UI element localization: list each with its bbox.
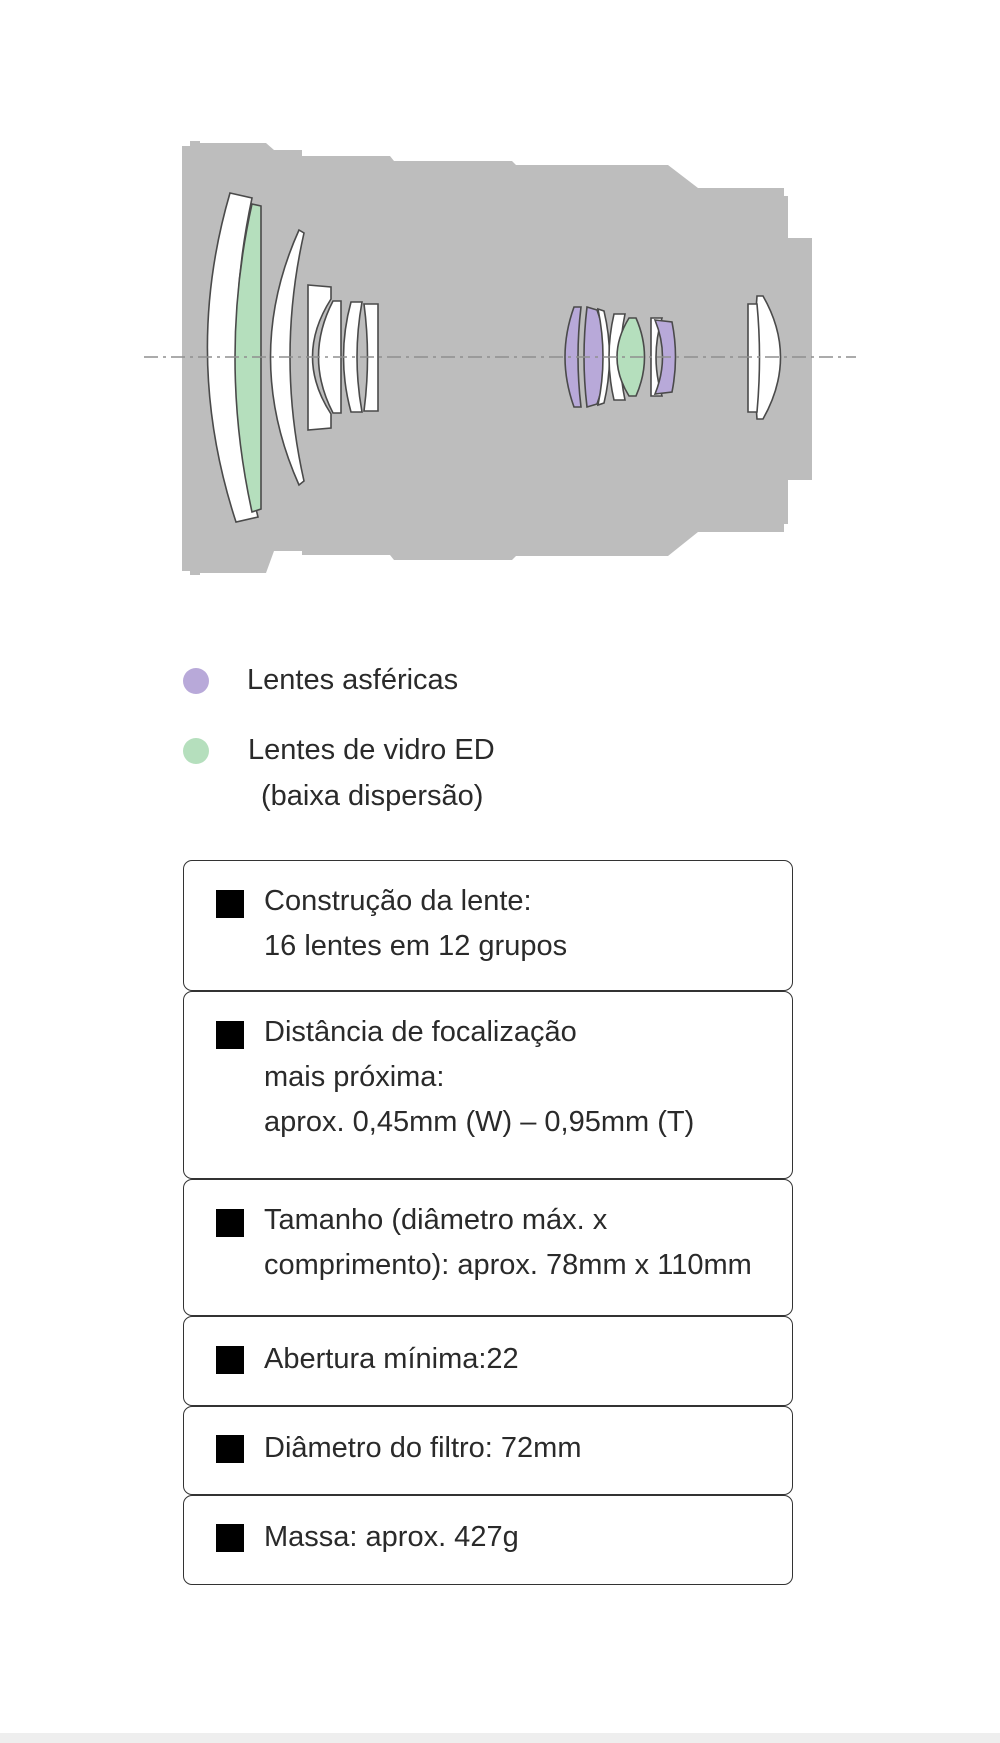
spec-line: Tamanho (diâmetro máx. x [264, 1204, 608, 1236]
square-bullet-icon [216, 1435, 244, 1463]
spec-line: Construção da lente: [264, 885, 532, 917]
spec-text [264, 879, 567, 969]
square-bullet-icon [216, 1021, 244, 1049]
spec-line: aprox. 0,45mm (W) – 0,95mm (T) [264, 1106, 695, 1138]
legend-ed-label-line1: Lentes de vidro ED [248, 734, 495, 766]
legend-aspherical-label: Lentes asféricas [247, 664, 459, 696]
spec-lens-construction [183, 860, 793, 991]
bottom-strip [0, 1733, 1000, 1743]
spec-line: 16 lentes em 12 grupos [264, 930, 568, 962]
square-bullet-icon [216, 1346, 244, 1374]
lens-element-16 [748, 304, 760, 412]
spec-line: Abertura mínima:22 [264, 1343, 519, 1375]
ed-glass-dot-icon [183, 738, 209, 764]
spec-text [264, 1337, 519, 1382]
spec-minimum-aperture [183, 1316, 793, 1406]
spec-line: Distância de focalização [264, 1016, 577, 1048]
spec-line: Diâmetro do filtro: 72mm [264, 1432, 582, 1464]
spec-size [183, 1179, 793, 1316]
legend-ed-label-line2: (baixa dispersão) [261, 780, 484, 812]
square-bullet-icon [216, 1209, 244, 1237]
spec-closest-focus [183, 991, 793, 1179]
spec-line: comprimento): aprox. 78mm x 110mm [264, 1249, 752, 1281]
spec-text [264, 1515, 519, 1560]
spec-mass [183, 1495, 793, 1585]
square-bullet-icon [216, 890, 244, 918]
spec-line: mais próxima: [264, 1061, 445, 1093]
square-bullet-icon [216, 1524, 244, 1552]
aspherical-dot-icon [183, 668, 209, 694]
spec-text [264, 1426, 582, 1471]
spec-text [264, 1198, 752, 1288]
spec-text [264, 1010, 694, 1145]
spec-line: Massa: aprox. 427g [264, 1521, 519, 1553]
lens-cross-section-diagram [0, 0, 1000, 600]
spec-filter-diameter [183, 1406, 793, 1495]
